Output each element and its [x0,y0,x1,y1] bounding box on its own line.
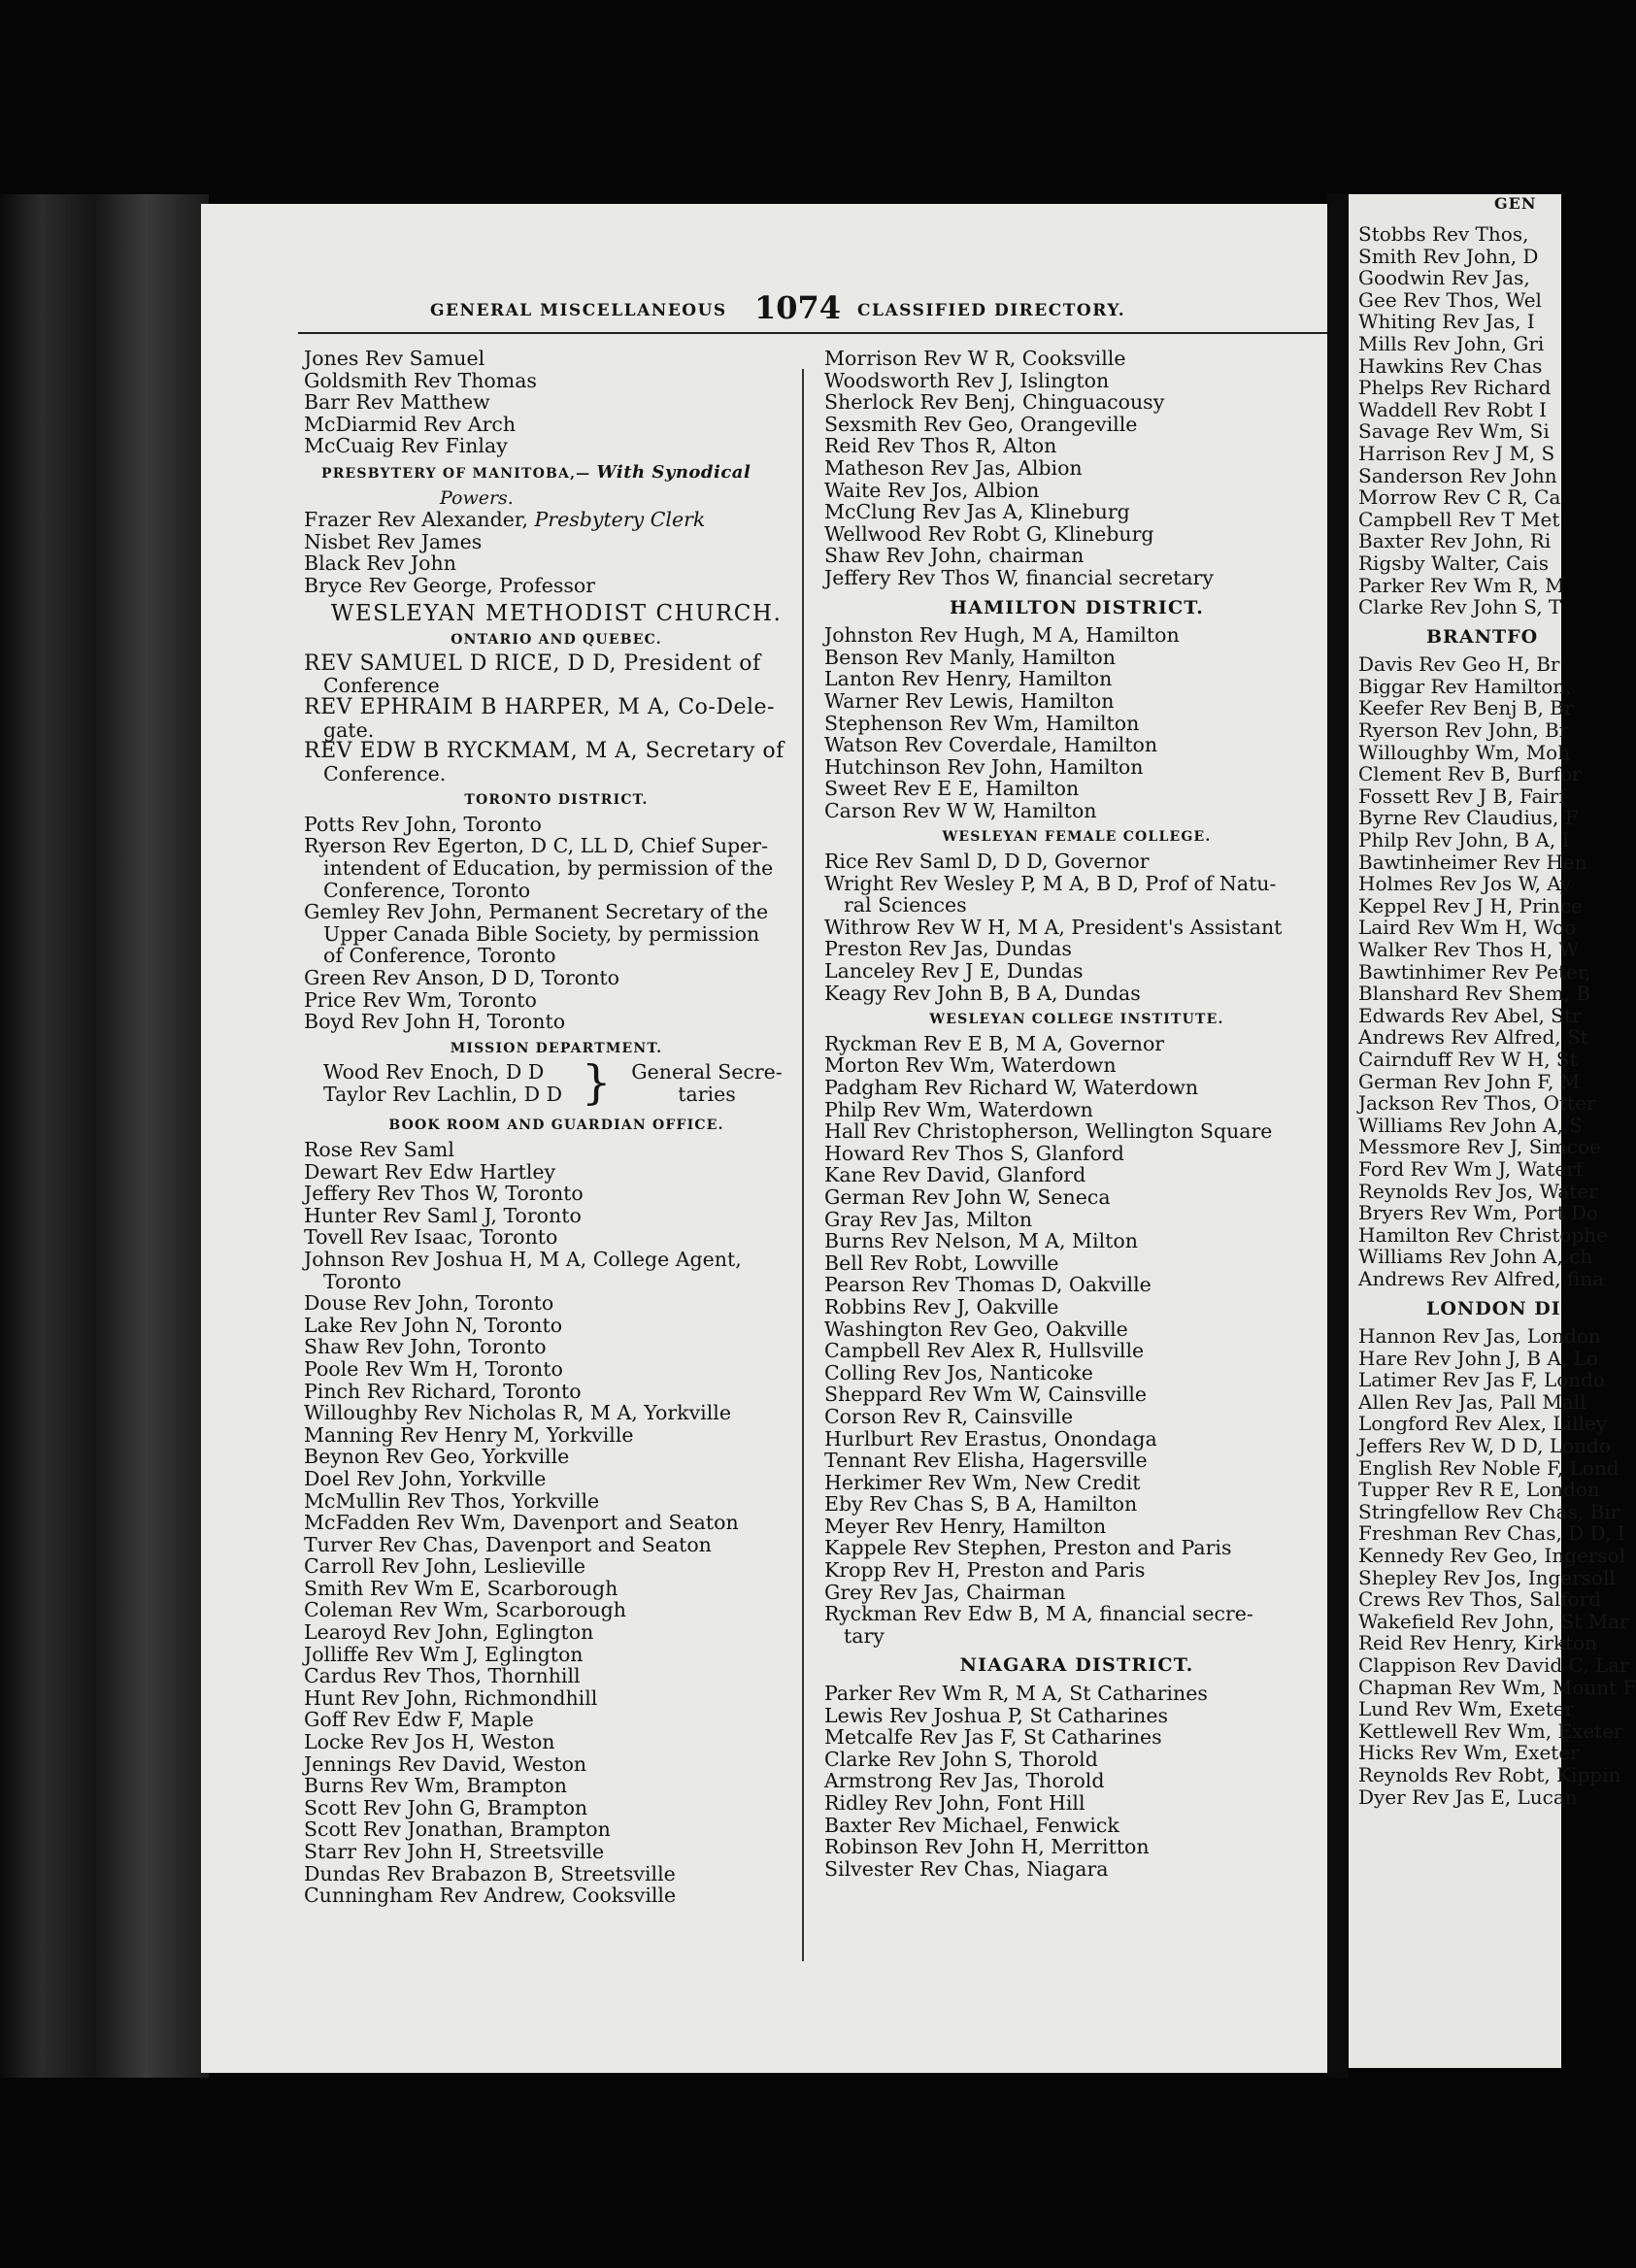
subheading-college-institute: WESLEYAN COLLEGE INSTITUTE. [929,1012,1224,1028]
list-item: Hunt Rev John, Richmondhill [304,1685,598,1710]
list-item: Shepley Rev Jos, Ingersoll [1358,1565,1616,1589]
next-page-heading-brantford: BRANTFO [1426,625,1539,648]
list-item: Kane Rev David, Glanford [824,1163,1086,1187]
list-item: Allen Rev Jas, Pall Mall [1358,1389,1586,1414]
left-column [304,348,809,1907]
list-item: Silvester Rev Chas, Niagara [824,1856,1109,1881]
list-item: tary [844,1623,885,1648]
list-item: Carson Rev W W, Hamilton [824,798,1097,822]
list-item: Andrews Rev Alfred, St [1358,1025,1588,1050]
subheading-book-room: BOOK ROOM AND GUARDIAN OFFICE. [388,1117,724,1134]
list-item: Taylor Rev Lachlin, D D [323,1083,563,1106]
list-item: Lake Rev John N, Toronto [304,1313,563,1337]
list-item: Metcalfe Rev Jas F, St Catharines [824,1725,1162,1750]
list-item: Wakefield Rev John, St Mar [1358,1609,1629,1633]
list-item: Corson Rev R, Cainsville [824,1404,1074,1428]
list-item: English Rev Noble F, Lond [1358,1455,1619,1480]
list-item: Latimer Rev Jas F, Londo [1358,1368,1605,1392]
list-item: Sanderson Rev John [1358,463,1557,487]
list-item: Reid Rev Henry, Kirkton [1358,1631,1598,1655]
list-item-name: Frazer Rev Alexander, [304,508,528,532]
list-item: Tupper Rev R E, London [1358,1478,1600,1502]
subheading-toronto: TORONTO DISTRICT. [464,792,649,809]
list-item: Morrow Rev C R, Ca [1358,485,1561,510]
list-item: Kennedy Rev Geo, Ingersol [1358,1544,1626,1568]
section-heading-manitoba [321,462,809,485]
list-item: Keefer Rev Benj B, Br [1358,696,1574,720]
list-item: Scott Rev John G, Brampton [304,1795,588,1819]
list-item: Campbell Rev T Met [1358,507,1560,531]
list-item: Potts Rev John, Toronto [304,812,542,836]
list-item: Byrne Rev Claudius, F [1358,806,1579,830]
list-item: Conference, Toronto [323,878,531,902]
list-item: Hannon Rev Jas, London [1358,1324,1601,1349]
list-item: Kropp Rev H, Preston and Paris [824,1558,1146,1583]
next-page-london-list [1358,1325,1636,1808]
list-item: Bryers Rev Wm, Port Do [1358,1201,1599,1225]
list-item: Locke Rev Jos H, Weston [304,1730,555,1754]
list-item: Bawtinheimer Rev Hen [1358,850,1587,874]
list-item: Campbell Rev Alex R, Hullsville [824,1339,1145,1363]
next-page-brantford-list [1358,653,1636,1289]
list-item: Bryce Rev George, Professor [304,573,596,597]
list-item: Kappele Rev Stephen, Preston and Paris [824,1536,1232,1560]
list-item: Andrews Rev Alfred, fina [1358,1266,1605,1290]
list-item: Clappison Rev David C, Lar [1358,1653,1629,1677]
list-item: Reynolds Rev Robt, Kippin [1358,1762,1621,1786]
subheading-niagara: NIAGARA DISTRICT. [959,1654,1194,1677]
hamilton-list [824,624,1329,821]
list-item: Boyd Rev John H, Toronto [304,1010,566,1034]
page-gutter [1327,194,1349,2078]
officer-line: Conference [323,674,440,698]
list-item: Manning Rev Henry M, Yorkville [304,1422,634,1447]
list-item: Ryerson Rev John, Br [1358,718,1569,743]
list-item: Hurlburt Rev Erastus, Onondaga [824,1426,1157,1451]
list-item: Philp Rev John, B A, I [1358,828,1570,852]
list-item: German Rev John W, Seneca [824,1184,1111,1209]
list-item: Hamilton Rev Christophe [1358,1222,1608,1247]
list-item: Cairnduff Rev W H, St [1358,1047,1578,1071]
next-page-header: GEN [1494,194,1537,213]
mission-role [624,1061,789,1105]
subheading-female-college: WESLEYAN FEMALE COLLEGE. [942,829,1212,846]
list-item: Shaw Rev John, Toronto [304,1335,547,1359]
list-item: Turver Rev Chas, Davenport and Seaton [304,1532,712,1556]
list-item: Baxter Rev John, Ri [1358,529,1552,553]
list-item: Johnston Rev Hugh, M A, Hamilton [824,623,1180,648]
list-item: Matheson Rev Jas, Albion [824,455,1083,480]
next-page-heading-london: LONDON DI [1426,1297,1561,1319]
list-item: Burns Rev Wm, Brampton [304,1774,567,1798]
officer-line: REV EDW B RYCKMAM, M A, Secretary of [304,739,785,764]
list-item: Dyer Rev Jas E, Lucan [1358,1784,1578,1809]
list-item: Eby Rev Chas S, B A, Hamilton [824,1492,1138,1517]
list-item: Waite Rev Jos, Albion [824,478,1040,502]
list-item: Wright Rev Wesley P, M A, B D, Prof of Natu- [824,871,1277,895]
list-item: Mills Rev John, Gri [1358,331,1545,355]
list-item: Grey Rev Jas, Chairman [824,1580,1066,1604]
list-item: Sheppard Rev Wm W, Cainsville [824,1383,1148,1407]
role-line: General Secre- [631,1060,783,1084]
list-item: Laird Rev Wm H, Woo [1358,916,1577,940]
list-item: Blanshard Rev Shem, B [1358,982,1591,1006]
list-item: Bell Rev Robt, Lowville [824,1251,1059,1275]
list-item: Sweet Rev E E, Hamilton [824,777,1080,801]
list-item: Woodsworth Rev J, Islington [824,368,1110,392]
list-item: Preston Rev Jas, Dundas [824,937,1072,961]
list-item: Ryerson Rev Egerton, D C, LL D, Chief Super- [304,834,768,858]
list-item: McClung Rev Jas A, Klineburg [824,500,1130,524]
list-item: Pinch Rev Richard, Toronto [304,1379,582,1403]
list-item: Freshman Rev Chas, D D, I [1358,1521,1625,1546]
list-item: Phelps Rev Richard [1358,376,1552,400]
officer-line: Conference. [323,761,447,785]
list-item: Armstrong Rev Jas, Thorold [824,1769,1105,1793]
heading-italic: With Synodical [596,461,751,483]
book-spine-edge [0,194,209,2078]
officer-line: REV EPHRAIM B HARPER, M A, Co-Dele- [304,694,775,719]
list-item: Tovell Rev Isaac, Toronto [304,1225,558,1250]
list-item: Goldsmith Rev Thomas [304,368,537,392]
list-item: Philp Rev Wm, Waterdown [824,1097,1093,1121]
list-item: Watson Rev Coverdale, Hamilton [824,733,1158,757]
college-institute-list [824,1033,1329,1648]
officer-line: gate. [323,717,375,742]
list-item: Harrison Rev J M, S [1358,441,1555,465]
list-item: Williams Rev John A, ch [1358,1245,1593,1269]
list-item: Parker Rev Wm R, M [1358,573,1565,597]
list-item: Walker Rev Thos H, W [1358,938,1580,961]
subheading-hamilton: HAMILTON DISTRICT. [949,596,1205,618]
list-item: Lanton Rev Henry, Hamilton [824,667,1113,691]
list-item: Rose Rev Saml [304,1138,454,1161]
next-page-fragment [1349,194,1636,2068]
list-item: Jeffery Rev Thos W, financial secretary [824,565,1214,589]
list-item: Jeffery Rev Thos W, Toronto [304,1182,584,1206]
list-item: Dundas Rev Brabazon B, Streetsville [304,1861,676,1885]
list-item: German Rev John F, M [1358,1069,1581,1093]
header-left-title: GENERAL MISCELLANEOUS [430,301,727,320]
list-item: Hare Rev John J, B A, Lo [1358,1346,1598,1370]
list-item: Willoughby Rev Nicholas R, M A, Yorkville [304,1401,731,1425]
list-item: Goff Rev Edw F, Maple [304,1708,534,1732]
next-page-top-list [1358,223,1636,618]
list-item: Doel Rev John, Yorkville [304,1466,547,1490]
list-item: Jones Rev Samuel [304,347,485,370]
list-item: McDiarmid Rev Arch [304,412,517,436]
header-rule [298,332,1327,334]
book-room-list [304,1139,809,1907]
list-item: Parker Rev Wm R, M A, St Catharines [824,1682,1208,1706]
list-item: Douse Rev John, Toronto [304,1291,554,1316]
list-item: Beynon Rev Geo, Yorkville [304,1445,570,1469]
list-item: Goodwin Rev Jas, [1358,266,1530,290]
list-item: Lund Rev Wm, Exeter [1358,1697,1575,1721]
list-item: Baxter Rev Michael, Fenwick [824,1813,1119,1837]
list-item: Jeffers Rev W, D D, Londo [1358,1434,1611,1458]
list-item: Gemley Rev John, Permanent Secretary of the [304,900,769,924]
list-item: Scott Rev Jonathan, Brampton [304,1818,611,1842]
list-item: Hall Rev Christopherson, Wellington Square [824,1119,1273,1144]
list-item: Morrison Rev W R, Cooksville [824,347,1126,370]
list-item: Tennant Rev Elisha, Hagersville [824,1449,1148,1473]
list-item: Cardus Rev Thos, Thornhill [304,1664,581,1688]
list-item: Reid Rev Thos R, Alton [824,434,1057,458]
list-item: Dewart Rev Edw Hartley [304,1159,556,1184]
list-item: Stephenson Rev Wm, Hamilton [824,711,1140,735]
toronto-list [304,814,809,1033]
list-item: Shaw Rev John, chairman [824,544,1085,568]
header-right-title: CLASSIFIED DIRECTORY. [857,301,1126,320]
list-item: Ford Rev Wm J, Waterf [1358,1156,1584,1181]
list-item: intendent of Education, by permission of the [323,856,774,881]
list-item: Jolliffe Rev Wm J, Eglington [304,1642,584,1666]
list-item: McFadden Rev Wm, Davenport and Seaton [304,1511,739,1535]
list-item: Nisbet Rev James [304,529,483,553]
list-item: McCuaig Rev Finlay [304,434,508,458]
subheading-ontario: ONTARIO AND QUEBEC. [451,632,662,649]
heading-text: PRESBYTERY OF MANITOBA,— [321,465,591,482]
list-item: Withrow Rev W H, M A, President's Assistant [824,915,1283,939]
list-item: Keagy Rev John B, B A, Dundas [824,981,1141,1005]
list-item: Colling Rev Jos, Nanticoke [824,1360,1093,1384]
list-item: Clarke Rev John S, Thorold [824,1747,1098,1771]
right-column [824,348,1329,1880]
list-item: Lanceley Rev J E, Dundas [824,959,1084,984]
directory-page [201,204,1327,2073]
list-item: Green Rev Anson, D D, Toronto [304,966,619,990]
list-item: Williams Rev John A, S [1358,1113,1583,1137]
role-line: taries [678,1083,736,1106]
list-item: Robbins Rev J, Oakville [824,1294,1059,1318]
list-item: Herkimer Rev Wm, New Credit [824,1470,1141,1494]
list-item: Waddell Rev Robt I [1358,397,1548,421]
list-item: Crews Rev Thos, Salford [1358,1587,1602,1612]
list-item: Jennings Rev David, Weston [304,1751,587,1776]
list-item: Barr Rev Matthew [304,390,490,415]
list-item: Gee Rev Thos, Wel [1358,287,1542,312]
page-header [201,289,1327,328]
list-item: Burns Rev Nelson, M A, Milton [824,1229,1138,1253]
list-item: Stobbs Rev Thos, [1358,222,1529,246]
list-item: Keppel Rev J H, Prince [1358,893,1583,917]
heading-continuation: Powers. [440,486,514,509]
mission-brace-group [304,1055,809,1111]
list-item: Coleman Rev Wm, Scarborough [304,1598,626,1622]
subheading-mission: MISSION DEPARTMENT. [450,1040,663,1056]
list-item: Meyer Rev Henry, Hamilton [824,1514,1107,1538]
top-names-list [304,348,809,457]
list-item: Hawkins Rev Chas [1358,353,1543,378]
list-item: Gray Rev Jas, Milton [824,1207,1033,1231]
list-item: Wellwood Rev Robt G, Klineburg [824,521,1154,546]
list-item: Rigsby Walter, Cais [1358,550,1549,575]
page-number: 1074 [754,289,842,326]
list-item: Stringfellow Rev Chas, Bir [1358,1499,1620,1523]
section-heading-wesleyan: WESLEYAN METHODIST CHURCH. [330,600,783,626]
list-item: Longford Rev Alex, Lilley [1358,1412,1607,1436]
brace-glyph: } [582,1055,612,1111]
list-item: Cunningham Rev Andrew, Cooksville [304,1884,677,1908]
list-item: Poole Rev Wm H, Toronto [304,1356,563,1381]
list-item: Edwards Rev Abel, Str [1358,1003,1582,1027]
list-item: Sexsmith Rev Geo, Orangeville [824,412,1138,436]
list-item: Clarke Rev John S, T [1358,595,1562,619]
list-item: Carroll Rev John, Leslieville [304,1554,586,1579]
list-item: Lewis Rev Joshua P, St Catharines [824,1703,1169,1727]
list-item: Johnson Rev Joshua H, M A, College Agent, [304,1247,742,1271]
list-item: Ryckman Rev E B, M A, Governor [824,1031,1165,1055]
list-item: Toronto [323,1269,402,1293]
mission-names [323,1061,562,1105]
list-item: Chapman Rev Wm, Mount F [1358,1675,1636,1699]
list-item: Davis Rev Geo H, Br [1358,652,1560,677]
right-top-list [824,348,1329,589]
list-item: ral Sciences [844,893,967,917]
list-item: Biggar Rev Hamilton, [1358,674,1572,698]
list-item: Holmes Rev Jos W, Ay [1358,872,1572,896]
list-item: McMullin Rev Thos, Yorkville [304,1488,600,1513]
list-item: Kettlewell Rev Wm, Exeter [1358,1718,1623,1743]
list-item: Ridley Rev John, Font Hill [824,1791,1085,1815]
list-item: Whiting Rev Jas, I [1358,310,1535,334]
list-item: Wood Rev Enoch, D D [323,1060,545,1084]
list-item: Learoyd Rev John, Eglington [304,1620,594,1645]
list-item: Savage Rev Wm, Si [1358,419,1550,444]
list-item: Starr Rev John H, Streetsville [304,1840,605,1863]
list-item: Morton Rev Wm, Waterdown [824,1053,1117,1078]
list-item: Black Rev John [304,551,456,576]
list-item: Smith Rev Wm E, Scarborough [304,1576,618,1600]
list-item: Benson Rev Manly, Hamilton [824,645,1116,669]
list-item: Reynolds Rev Jos, Water [1358,1179,1598,1203]
next-page-column [1358,223,1636,1808]
list-item: Ryckman Rev Edw B, M A, financial secre- [824,1602,1253,1626]
list-item: Howard Rev Thos S, Glanford [824,1141,1124,1165]
list-item: Hicks Rev Wm, Exeter [1358,1741,1580,1765]
list-item: Rice Rev Saml D, D D, Governor [824,850,1150,874]
list-item: Fossett Rev J B, Fairf [1358,784,1566,808]
list-item: Sherlock Rev Benj, Chinguacousy [824,390,1165,415]
list-item: Washington Rev Geo, Oakville [824,1317,1128,1341]
list-item: Willoughby Wm, Moh [1358,740,1571,764]
list-item: Clement Rev B, Burfor [1358,762,1582,786]
niagara-list [824,1683,1329,1880]
list-item: Robinson Rev John H, Merritton [824,1835,1150,1859]
female-college-list [824,850,1329,1004]
officer-line: REV SAMUEL D RICE, D D, President of [304,650,761,676]
list-item: Pearson Rev Thomas D, Oakville [824,1273,1152,1297]
list-item [304,509,809,531]
list-item: of Conference, Toronto [323,944,556,968]
list-item: Hunter Rev Saml J, Toronto [304,1203,582,1227]
list-item: Smith Rev John, D [1358,244,1539,268]
list-item-role: Presbytery Clerk [534,508,706,532]
list-item: Warner Rev Lewis, Hamilton [824,688,1115,713]
list-item: Upper Canada Bible Society, by permission [323,921,760,946]
list-item: Jackson Rev Thos, Otter [1358,1091,1596,1116]
list-item: Price Rev Wm, Toronto [304,987,537,1012]
list-item: Hutchinson Rev John, Hamilton [824,754,1144,779]
list-item: Messmore Rev J, Simcoe [1358,1135,1601,1159]
list-item: Bawtinhimer Rev Peter, [1358,959,1591,984]
list-item: Padgham Rev Richard W, Waterdown [824,1076,1199,1099]
